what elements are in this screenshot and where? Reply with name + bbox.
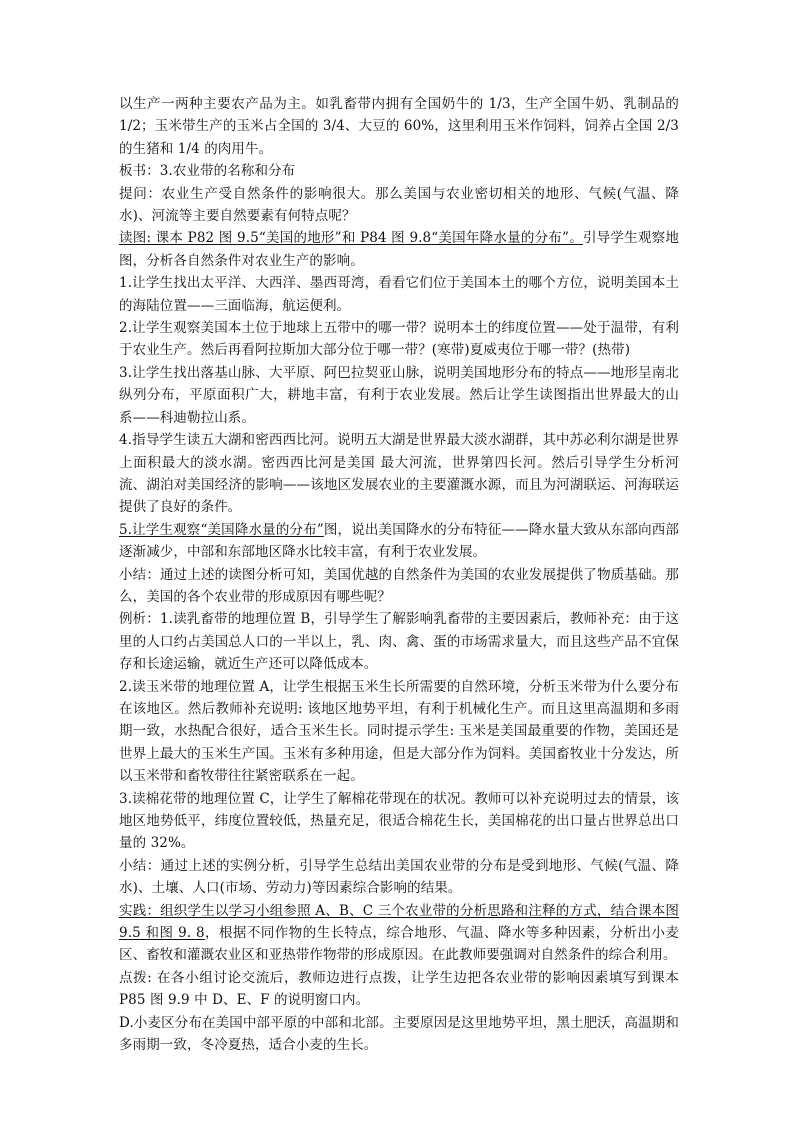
document-body — [119, 93, 679, 1056]
map-reading-rest: 引导学生观察地图，分析各自然条件对农业生产的影响。 — [119, 230, 679, 269]
paragraph-point-3: 3.让学生找出落基山脉、大平原、阿巴拉契亚山脉，说明美国地形分布的特点——地形呈南北纵列分布，平原面积广大，耕地丰富，有利于农业发展。然后让学生读图指出世界最大的山 系——科迪勒拉山系。 — [119, 364, 679, 426]
point-5-rest: 图，说出美国降水的分布特征——降水量大致从东部向西部逐渐减少，中部和东部地区降水比较丰富，有利于农业发展。 — [119, 521, 679, 561]
paragraph-summary-1: 小结：通过上述的读图分析可知，美国优越的自然条件为美国的农业发展提供了物质基础。那么，美国的各个农业带的形成原因有哪些呢？ — [119, 566, 679, 605]
paragraph-wheat-region: D.小麦区分布在美国中部平原的中部和北部。主要原因是这里地势平坦，黑土肥沃，高温期和多雨期一致，冬冷夏热，适合小麦的生长。 — [119, 1014, 679, 1054]
paragraph-point-5 — [119, 519, 679, 564]
paragraph-summary-2: 小结：通过上述的实例分析，引导学生总结出美国农业带的分布是受到地形、气候(气温、降水)、土壤、人口(市场、劳动力)等因素综合影响的结果。 — [119, 857, 679, 897]
paragraph-practice — [119, 900, 679, 967]
paragraph-example-dairy: 例析：1.读乳畜带的地理位置 B，引导学生了解影响乳畜带的主要因素后，教师补充：由于这里的人口约占美国总人口的一半以上，乳、肉、禽、蛋的市场需求量大，而且这些产品不宜保存和长途运输，就近生产还可以降低成本。 — [119, 611, 679, 673]
paragraph-point-1: 1.让学生找出太平洋、大西洋、墨西哥湾，看看它们位于美国本土的哪个方位，说明美国本土的海陆位置——三面临海，航运便利。 — [119, 275, 679, 314]
blackboard-heading: 板书：3.农业带的名称和分布 — [119, 163, 296, 180]
point-5-underlined: 5.让学生观察“美国降水量的分布” — [119, 521, 324, 538]
practice-underlined: 实践：组织学生以学习小组参照 A、B、C 三个农业带的分析思路和注释的方式，结合课本图 9.5 和图 9. 8 — [119, 902, 679, 942]
map-reading-underlined: 读图: 课本 P82 图 9.5“美国的地形”和 P84 图 9.8“美国年降水量的分布”。 — [119, 230, 583, 247]
paragraph-example-cotton: 3.读棉花带的地理位置 C，让学生了解棉花带现在的状况。教师可以补充说明过去的情景，该地区地势低平，纬度位置较低，热量充足，很适合棉花生长，美国棉花的出口量占世界总出口量的 32%。 — [119, 790, 679, 852]
paragraph-point-4: 4.指导学生读五大湖和密西西比河。说明五大湖是世界最大淡水湖群，其中苏必利尔湖是世界上面积最大的淡水湖。密西西比河是美国 最大河流，世界第四长河。然后引导学生分析河流、湖泊对美国经济的影响——该地区发展农业的主要灌溉水源，而且为河湖联运、河海联运提供了良好的条件。 — [119, 432, 679, 516]
practice-rest: ，根据不同作物的生长特点，综合地形、气温、降水等多种因素，分析出小麦区、畜牧和灌溉农业区和亚热带作物带的形成原因。在此教师要强调对自然条件的综合利用。 — [119, 925, 679, 964]
paragraph-map-reading — [119, 227, 679, 272]
paragraph-point-2: 2.让学生观察美国本土位于地球上五带中的哪一带？说明本土的纬度位置——处于温带，有利于农业生产。然后再看阿拉斯加大部分位于哪一带？(寒带)夏威夷位于哪一带？(热带) — [119, 320, 679, 359]
paragraph-example-corn: 2.读玉米带的地理位置 A，让学生根据玉米生长所需要的自然环境，分析玉米带为什么要分布在该地区。然后教师补充说明: 该地区地势平坦，有利于机械化生产。而且这里高温期和多雨期一致，水热配合很好，适合玉米生长。同时提示学生: 玉米是美国最重要的作物，美国还是世界上最大的玉米生产国。玉米有多种用途，但是大部分作为饲料。美国畜牧业十分发达，所以玉米带和畜牧带往往紧密联系在一起。 — [119, 678, 679, 785]
paragraph-guidance: 点拨: 在各小组讨论交流后，教师边进行点拨，让学生边把各农业带的影响因素填写到课本 P85 图 9.9 中 D、E、F 的说明窗口内。 — [119, 969, 679, 1009]
paragraph-question: 提问：农业生产受自然条件的影响很大。那么美国与农业密切相关的地形、气候(气温、降水)、河流等主要自然要素有何特点呢？ — [119, 185, 679, 225]
paragraph-livestock-corn-stats: 以生产一两种主要农产品为主。如乳畜带内拥有全国奶牛的 1/3，生产全国牛奶、乳制品的 1/2；玉米带生产的玉米占全国的 3/4、大豆的 60%，这里利用玉米作饲料，饲养占全国 2/3 的生猪和 1/4 的肉用牛。 — [119, 96, 679, 157]
